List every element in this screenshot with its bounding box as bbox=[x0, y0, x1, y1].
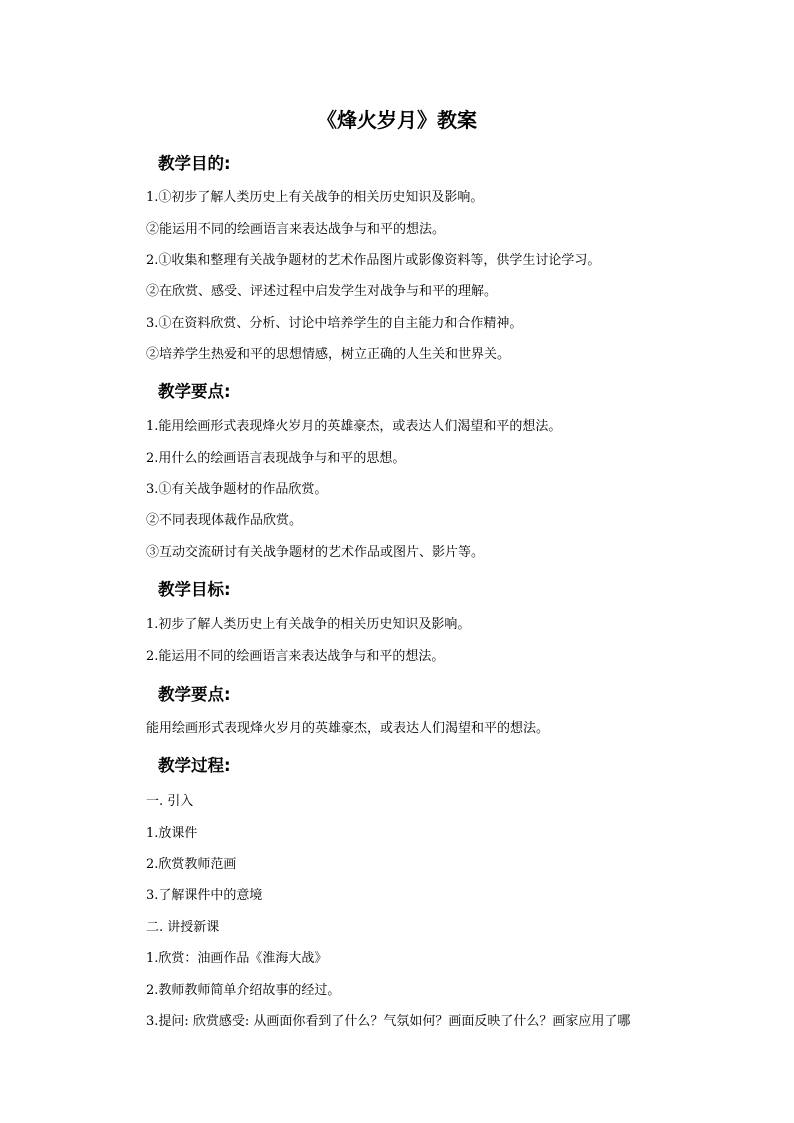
section-heading: 教学目的: bbox=[158, 154, 231, 173]
text-line: ②不同表现体裁作品欣赏。 bbox=[146, 513, 303, 528]
document-title: 《烽火岁月》教案 bbox=[317, 108, 477, 132]
text-line: 2.能运用不同的绘画语言来表达战争与和平的想法。 bbox=[146, 649, 445, 664]
text-line: 3.了解课件中的意境 bbox=[146, 888, 263, 903]
section-heading: 教学要点: bbox=[158, 382, 231, 401]
text-line: 2.①收集和整理有关战争题材的艺术作品图片或影像资料等，供学生讨论学习。 bbox=[146, 253, 601, 268]
text-line: 3.①有关战争题材的作品欣赏。 bbox=[146, 482, 328, 497]
text-line: 一. 引入 bbox=[146, 794, 194, 809]
text-line: 能用绘画形式表现烽火岁月的英雄豪杰，或表达人们渴望和平的想法。 bbox=[146, 721, 550, 736]
text-line: 3.提问: 欣赏感受: 从画面你看到了什么？气氛如何？画面反映了什么？画家应用了哪 bbox=[146, 1014, 631, 1029]
text-line: 2.欣赏教师范画 bbox=[146, 857, 237, 872]
text-line: 2.教师教师简单介绍故事的经过。 bbox=[146, 983, 341, 998]
text-line: 1.放课件 bbox=[146, 826, 198, 841]
text-line: 3.①在资料欣赏、分析、讨论中培养学生的自主能力和合作精神。 bbox=[146, 316, 523, 331]
text-line: 1.初步了解人类历史上有关战争的相关历史知识及影响。 bbox=[146, 617, 471, 632]
section-heading: 教学要点: bbox=[158, 685, 231, 704]
text-line: 二. 讲授新课 bbox=[146, 920, 220, 935]
section-heading: 教学目标: bbox=[158, 580, 231, 599]
text-line: 1.能用绘画形式表现烽火岁月的英雄豪杰，或表达人们渴望和平的想法。 bbox=[146, 419, 562, 434]
text-line: ②在欣赏、感受、评述过程中启发学生对战争与和平的理解。 bbox=[146, 284, 498, 299]
text-line: 1.欣赏：油画作品《淮海大战》 bbox=[146, 951, 328, 966]
text-line: ②能运用不同的绘画语言来表达战争与和平的想法。 bbox=[146, 222, 446, 237]
section-heading: 教学过程: bbox=[158, 756, 231, 775]
text-line: ②培养学生热爱和平的思想情感，树立正确的人生关和世界关。 bbox=[146, 347, 511, 362]
text-line: ③互动交流研讨有关战争题材的艺术作品或图片、影片等。 bbox=[146, 545, 485, 560]
text-line: 2.用什么的绘画语言表现战争与和平的思想。 bbox=[146, 451, 406, 466]
text-line: 1.①初步了解人类历史上有关战争的相关历史知识及影响。 bbox=[146, 190, 484, 205]
